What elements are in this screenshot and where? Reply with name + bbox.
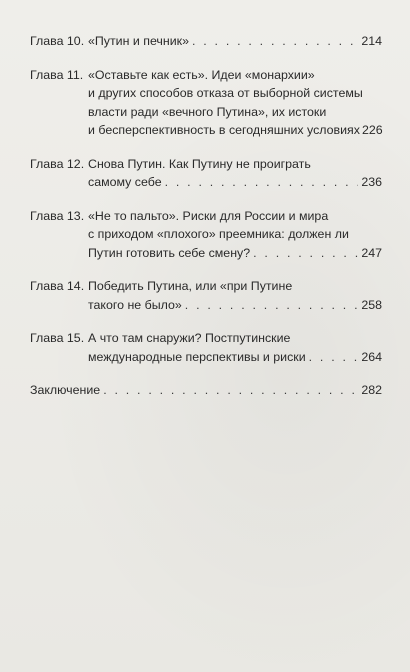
chapter-title-line: «Не то пальто». Риски для России и мира xyxy=(88,208,329,223)
chapter-title-line: такого не было» xyxy=(88,297,182,312)
page-number: 236 xyxy=(361,175,382,189)
toc-entry-chapter-10 xyxy=(30,32,382,51)
chapter-title-line: и бесперспективность в сегодняшних условиях xyxy=(88,123,360,137)
page-number: 282 xyxy=(361,383,382,397)
chapter-number: Глава 12. xyxy=(30,156,85,171)
chapter-title-line: и других способов отказа от выборной системы xyxy=(88,86,363,100)
dot-leader xyxy=(192,32,358,51)
toc-entry-chapter-15 xyxy=(30,329,382,366)
chapter-title-line: с приходом «плохого» преемника: должен ли xyxy=(88,227,349,241)
conclusion-title: Заключение xyxy=(30,383,101,397)
chapter-number: Глава 14. xyxy=(30,279,85,293)
chapter-title-line: «Путин и печник» xyxy=(88,34,189,48)
dot-leader xyxy=(253,244,358,263)
chapter-title-line: Победить Путина, или «при Путине xyxy=(88,279,293,293)
table-of-contents xyxy=(30,32,382,415)
page-number: 258 xyxy=(361,297,382,312)
toc-entry-chapter-12 xyxy=(30,155,382,192)
toc-entry-chapter-11 xyxy=(30,66,382,140)
chapter-title-line: международные перспективы и риски xyxy=(88,349,306,364)
dot-leader xyxy=(309,348,359,367)
dot-leader xyxy=(103,381,358,400)
chapter-title-line: «Оставьте как есть». Идеи «монархии» xyxy=(88,67,315,82)
chapter-title-line: самому себе xyxy=(88,175,162,189)
chapter-number: Глава 11. xyxy=(30,67,84,82)
page-number: 264 xyxy=(361,349,382,364)
page-number: 247 xyxy=(361,245,382,260)
chapter-number: Глава 13. xyxy=(30,208,85,223)
page-number: 226 xyxy=(361,123,383,137)
toc-entry-chapter-13 xyxy=(30,207,382,263)
chapter-title-line: А что там снаружи? Постпутинские xyxy=(88,331,291,345)
page-number: 214 xyxy=(361,34,382,48)
chapter-number: Глава 10. xyxy=(30,34,85,48)
toc-entry-chapter-14 xyxy=(30,277,382,314)
chapter-title-line: Путин готовить себе смену? xyxy=(88,245,251,260)
chapter-title-line: власти ради «вечного Путина», их истоки xyxy=(88,104,327,119)
toc-entry-conclusion xyxy=(30,381,382,400)
dot-leader xyxy=(165,173,359,192)
dot-leader xyxy=(185,296,359,315)
chapter-title-line: Снова Путин. Как Путину не проиграть xyxy=(88,156,311,171)
chapter-number: Глава 15. xyxy=(30,331,85,345)
